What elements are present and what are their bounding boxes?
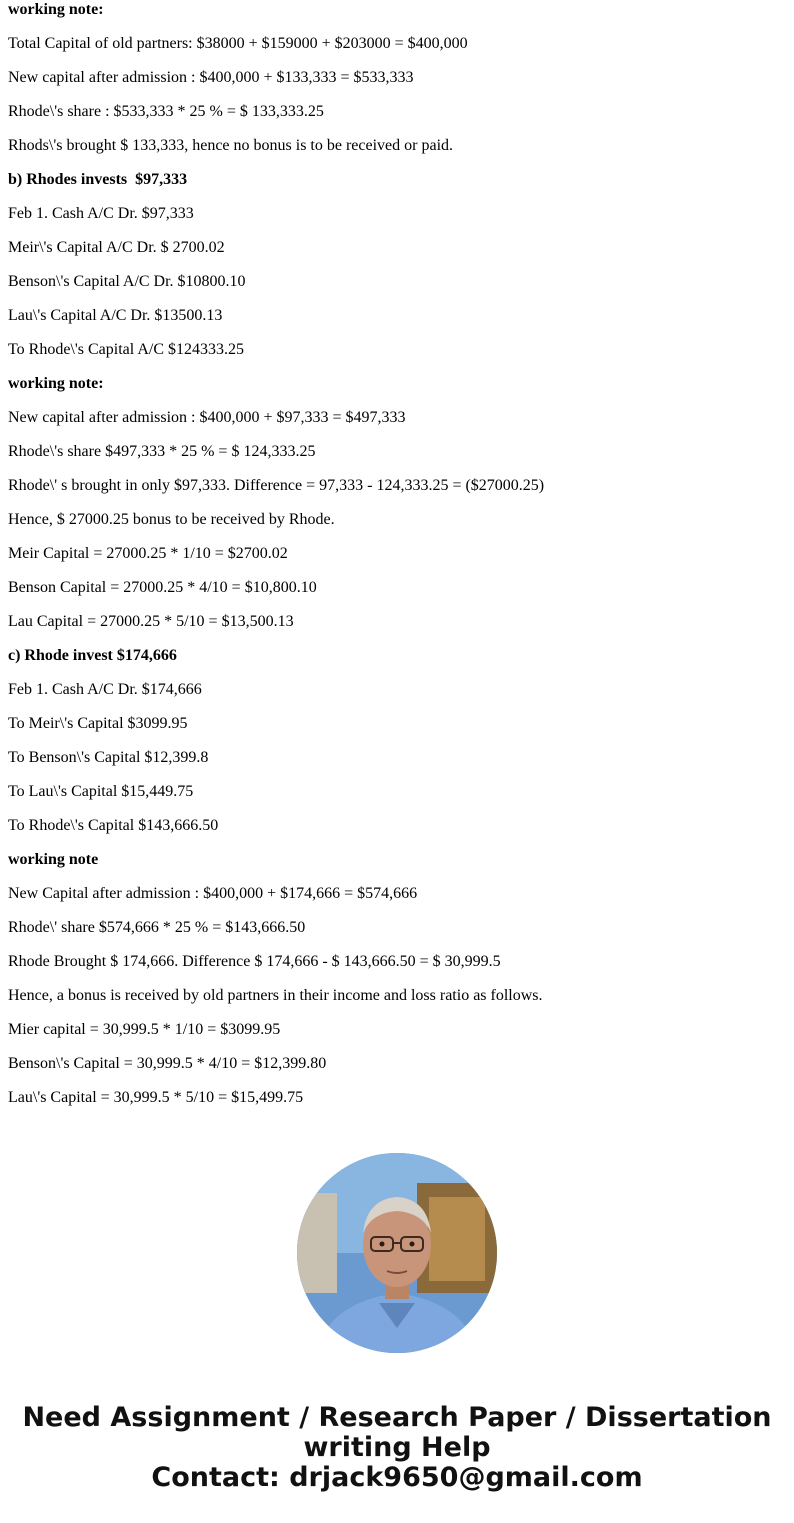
solution-line: Rhode\'s share $497,333 * 25 % = $ 124,333.25 (8, 443, 316, 460)
solution-line: To Rhode\'s Capital A/C $124333.25 (8, 341, 244, 358)
solution-line: Benson\'s Capital A/C Dr. $10800.10 (8, 273, 246, 290)
section-heading: working note: (8, 375, 104, 392)
person-photo-icon (297, 1153, 497, 1353)
solution-line: Rhode\' share $574,666 * 25 % = $143,666.50 (8, 919, 306, 936)
solution-line: To Benson\'s Capital $12,399.8 (8, 749, 209, 766)
section-heading: working note: (8, 1, 104, 18)
solution-line: Lau\'s Capital = 30,999.5 * 5/10 = $15,499.75 (8, 1089, 304, 1106)
solution-line: Hence, a bonus is received by old partners in their income and loss ratio as follows. (8, 987, 543, 1004)
solution-line: Total Capital of old partners: $38000 + $159000 + $203000 = $400,000 (8, 35, 468, 52)
section-heading: working note (8, 851, 99, 868)
contact-footer (0, 1403, 794, 1493)
footer-contact-line: Contact: drjack9650@gmail.com (151, 1462, 643, 1493)
solution-line: Mier capital = 30,999.5 * 1/10 = $3099.95 (8, 1021, 281, 1038)
solution-line: To Rhode\'s Capital $143,666.50 (8, 817, 219, 834)
solution-content (8, 0, 788, 1122)
solution-line: Rhode Brought $ 174,666. Difference $ 174,666 - $ 143,666.50 = $ 30,999.5 (8, 953, 501, 970)
solution-line: New capital after admission : $400,000 + $97,333 = $497,333 (8, 409, 406, 426)
section-heading: c) Rhode invest $174,666 (8, 647, 177, 664)
solution-line: To Lau\'s Capital $15,449.75 (8, 783, 194, 800)
solution-line: Rhode\'s share : $533,333 * 25 % = $ 133,333.25 (8, 103, 324, 120)
solution-line: Meir Capital = 27000.25 * 1/10 = $2700.02 (8, 545, 288, 562)
solution-line: New Capital after admission : $400,000 + $174,666 = $574,666 (8, 885, 418, 902)
author-avatar (297, 1153, 497, 1353)
solution-line: Benson\'s Capital = 30,999.5 * 4/10 = $12,399.80 (8, 1055, 327, 1072)
solution-line: Lau\'s Capital A/C Dr. $13500.13 (8, 307, 223, 324)
section-heading: b) Rhodes invests $97,333 (8, 171, 188, 188)
solution-line: Benson Capital = 27000.25 * 4/10 = $10,800.10 (8, 579, 317, 596)
solution-line: Meir\'s Capital A/C Dr. $ 2700.02 (8, 239, 225, 256)
solution-line: Feb 1. Cash A/C Dr. $174,666 (8, 681, 202, 698)
solution-line: New capital after admission : $400,000 + $133,333 = $533,333 (8, 69, 414, 86)
solution-line: Hence, $ 27000.25 bonus to be received by Rhode. (8, 511, 335, 528)
solution-line: To Meir\'s Capital $3099.95 (8, 715, 188, 732)
footer-line-1: Need Assignment / Research Paper / Dissertation (22, 1402, 772, 1433)
solution-line: Lau Capital = 27000.25 * 5/10 = $13,500.13 (8, 613, 294, 630)
solution-line: Rhods\'s brought $ 133,333, hence no bonus is to be received or paid. (8, 137, 454, 154)
footer-line-2: writing Help (303, 1432, 491, 1463)
solution-line: Rhode\' s brought in only $97,333. Difference = 97,333 - 124,333.25 = ($27000.25) (8, 477, 545, 494)
solution-line: Feb 1. Cash A/C Dr. $97,333 (8, 205, 194, 222)
